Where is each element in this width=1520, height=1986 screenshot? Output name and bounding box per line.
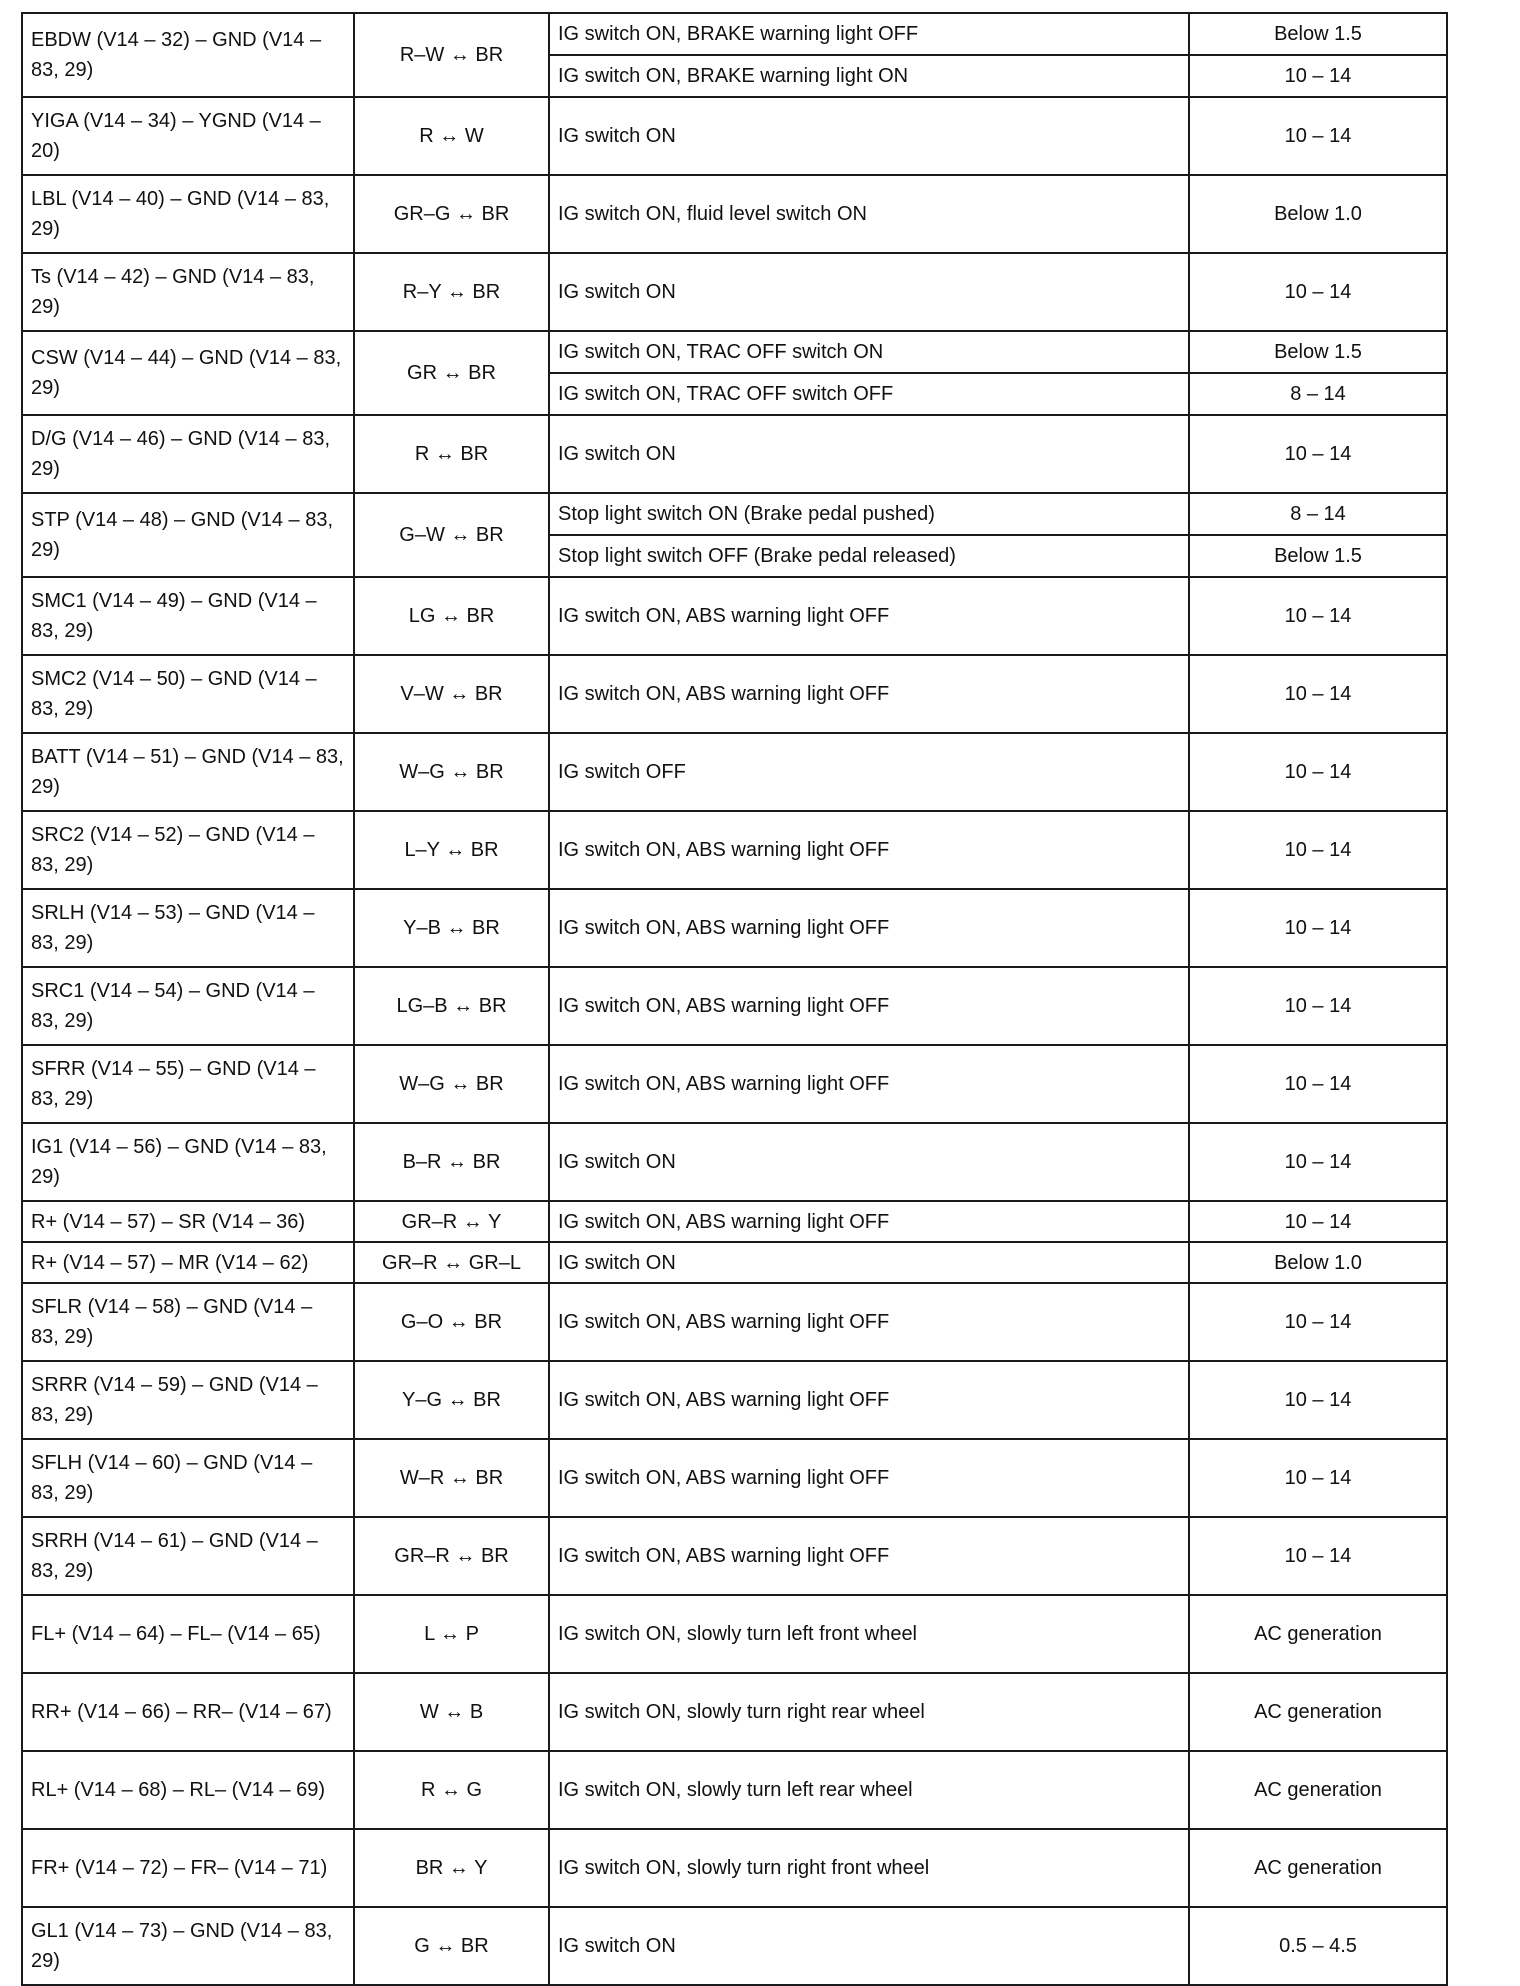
specified-condition-cell: 10 – 14 — [1189, 1517, 1447, 1595]
wiring-color-cell: Y–G ↔ BR — [354, 1361, 549, 1439]
terminal-cell: IG1 (V14 – 56) – GND (V14 – 83, 29) — [22, 1123, 354, 1201]
terminal-cell: SFLR (V14 – 58) – GND (V14 – 83, 29) — [22, 1283, 354, 1361]
wiring-color-cell: GR ↔ BR — [354, 331, 549, 415]
condition-cell: IG switch ON — [549, 1242, 1189, 1283]
wiring-color-cell: GR–R ↔ BR — [354, 1517, 549, 1595]
specified-condition-cell: 10 – 14 — [1189, 1361, 1447, 1439]
table-row — [22, 811, 1447, 889]
specified-condition-cell: 10 – 14 — [1189, 1045, 1447, 1123]
terminal-cell: SFRR (V14 – 55) – GND (V14 – 83, 29) — [22, 1045, 354, 1123]
table-row — [22, 415, 1447, 493]
terminal-cell: SRRH (V14 – 61) – GND (V14 – 83, 29) — [22, 1517, 354, 1595]
specified-condition-cell: 10 – 14 — [1189, 967, 1447, 1045]
specified-condition-cell: 10 – 14 — [1189, 655, 1447, 733]
table-row — [22, 175, 1447, 253]
specified-condition-cell: 10 – 14 — [1189, 253, 1447, 331]
table-row — [22, 1907, 1447, 1985]
terminal-cell: CSW (V14 – 44) – GND (V14 – 83, 29) — [22, 331, 354, 415]
table-row — [22, 331, 1447, 373]
specified-condition-cell: Below 1.5 — [1189, 13, 1447, 55]
wiring-color-cell: W–R ↔ BR — [354, 1439, 549, 1517]
condition-cell: IG switch ON, ABS warning light OFF — [549, 889, 1189, 967]
terminal-cell: SRC2 (V14 – 52) – GND (V14 – 83, 29) — [22, 811, 354, 889]
terminal-cell: SMC1 (V14 – 49) – GND (V14 – 83, 29) — [22, 577, 354, 655]
table-row — [22, 1439, 1447, 1517]
table-row — [22, 1045, 1447, 1123]
condition-cell: IG switch ON, ABS warning light OFF — [549, 577, 1189, 655]
terminal-cell: FL+ (V14 – 64) – FL– (V14 – 65) — [22, 1595, 354, 1673]
condition-cell: IG switch ON — [549, 97, 1189, 175]
terminal-cell: YIGA (V14 – 34) – YGND (V14 – 20) — [22, 97, 354, 175]
specified-condition-cell: 10 – 14 — [1189, 889, 1447, 967]
terminal-cell: EBDW (V14 – 32) – GND (V14 – 83, 29) — [22, 13, 354, 97]
table-row — [22, 889, 1447, 967]
terminal-cell: STP (V14 – 48) – GND (V14 – 83, 29) — [22, 493, 354, 577]
condition-cell: IG switch ON, slowly turn left rear wheel — [549, 1751, 1189, 1829]
specified-condition-cell: AC generation — [1189, 1673, 1447, 1751]
table-row — [22, 1517, 1447, 1595]
terminal-cell: SFLH (V14 – 60) – GND (V14 – 83, 29) — [22, 1439, 354, 1517]
terminal-cell: Ts (V14 – 42) – GND (V14 – 83, 29) — [22, 253, 354, 331]
condition-cell: IG switch ON, ABS warning light OFF — [549, 1361, 1189, 1439]
wiring-color-cell: R ↔ BR — [354, 415, 549, 493]
specified-condition-cell: 10 – 14 — [1189, 733, 1447, 811]
specified-condition-cell: 10 – 14 — [1189, 55, 1447, 97]
table-row — [22, 967, 1447, 1045]
wiring-color-cell: R ↔ G — [354, 1751, 549, 1829]
terminal-cell: R+ (V14 – 57) – SR (V14 – 36) — [22, 1201, 354, 1242]
terminal-cell: SMC2 (V14 – 50) – GND (V14 – 83, 29) — [22, 655, 354, 733]
table-row — [22, 577, 1447, 655]
condition-cell: IG switch ON, TRAC OFF switch ON — [549, 331, 1189, 373]
condition-cell: IG switch ON, fluid level switch ON — [549, 175, 1189, 253]
terminal-cell: R+ (V14 – 57) – MR (V14 – 62) — [22, 1242, 354, 1283]
table-row — [22, 253, 1447, 331]
specified-condition-cell: Below 1.5 — [1189, 535, 1447, 577]
terminal-cell: LBL (V14 – 40) – GND (V14 – 83, 29) — [22, 175, 354, 253]
wiring-color-cell: L–Y ↔ BR — [354, 811, 549, 889]
wiring-color-cell: B–R ↔ BR — [354, 1123, 549, 1201]
condition-cell: IG switch ON, ABS warning light OFF — [549, 655, 1189, 733]
specified-condition-cell: 10 – 14 — [1189, 811, 1447, 889]
wiring-color-cell: Y–B ↔ BR — [354, 889, 549, 967]
specified-condition-cell: Below 1.0 — [1189, 175, 1447, 253]
wiring-color-cell: LG ↔ BR — [354, 577, 549, 655]
specified-condition-cell: 10 – 14 — [1189, 1123, 1447, 1201]
condition-cell: IG switch ON, ABS warning light OFF — [549, 1201, 1189, 1242]
wiring-color-cell: W–G ↔ BR — [354, 733, 549, 811]
wiring-color-cell: V–W ↔ BR — [354, 655, 549, 733]
condition-cell: IG switch ON, BRAKE warning light OFF — [549, 13, 1189, 55]
specified-condition-cell: 10 – 14 — [1189, 577, 1447, 655]
terminal-cell: RL+ (V14 – 68) – RL– (V14 – 69) — [22, 1751, 354, 1829]
specified-condition-cell: Below 1.5 — [1189, 331, 1447, 373]
table-row — [22, 1751, 1447, 1829]
condition-cell: IG switch ON — [549, 253, 1189, 331]
wiring-color-cell: G ↔ BR — [354, 1907, 549, 1985]
wiring-color-cell: R–W ↔ BR — [354, 13, 549, 97]
specified-condition-cell: Below 1.0 — [1189, 1242, 1447, 1283]
condition-cell: IG switch ON, BRAKE warning light ON — [549, 55, 1189, 97]
terminal-cell: SRLH (V14 – 53) – GND (V14 – 83, 29) — [22, 889, 354, 967]
terminal-cell: SRRR (V14 – 59) – GND (V14 – 83, 29) — [22, 1361, 354, 1439]
table-row — [22, 1123, 1447, 1201]
table-row — [22, 493, 1447, 535]
table-row — [22, 1201, 1447, 1242]
wiring-color-cell: R ↔ W — [354, 97, 549, 175]
table-row — [22, 1673, 1447, 1751]
table-row — [22, 13, 1447, 55]
condition-cell: Stop light switch OFF (Brake pedal released) — [549, 535, 1189, 577]
condition-cell: IG switch ON, ABS warning light OFF — [549, 811, 1189, 889]
specified-condition-cell: 10 – 14 — [1189, 415, 1447, 493]
table-row — [22, 1595, 1447, 1673]
wiring-color-cell: GR–G ↔ BR — [354, 175, 549, 253]
wiring-color-cell: BR ↔ Y — [354, 1829, 549, 1907]
terminal-cell: BATT (V14 – 51) – GND (V14 – 83, 29) — [22, 733, 354, 811]
wiring-color-cell: G–O ↔ BR — [354, 1283, 549, 1361]
specified-condition-cell: 10 – 14 — [1189, 97, 1447, 175]
wiring-color-cell: GR–R ↔ GR–L — [354, 1242, 549, 1283]
condition-cell: Stop light switch ON (Brake pedal pushed) — [549, 493, 1189, 535]
wiring-color-cell: LG–B ↔ BR — [354, 967, 549, 1045]
terminal-cell: D/G (V14 – 46) – GND (V14 – 83, 29) — [22, 415, 354, 493]
condition-cell: IG switch ON, slowly turn right front wheel — [549, 1829, 1189, 1907]
terminal-cell: RR+ (V14 – 66) – RR– (V14 – 67) — [22, 1673, 354, 1751]
condition-cell: IG switch ON, TRAC OFF switch OFF — [549, 373, 1189, 415]
condition-cell: IG switch ON, ABS warning light OFF — [549, 1283, 1189, 1361]
wiring-color-cell: R–Y ↔ BR — [354, 253, 549, 331]
condition-cell: IG switch ON — [549, 1123, 1189, 1201]
table-row — [22, 1361, 1447, 1439]
condition-cell: IG switch ON, ABS warning light OFF — [549, 1439, 1189, 1517]
condition-cell: IG switch ON, ABS warning light OFF — [549, 967, 1189, 1045]
specified-condition-cell: 8 – 14 — [1189, 493, 1447, 535]
wiring-color-cell: W–G ↔ BR — [354, 1045, 549, 1123]
specified-condition-cell: AC generation — [1189, 1751, 1447, 1829]
table-row — [22, 655, 1447, 733]
table-body — [22, 13, 1447, 1985]
wiring-color-cell: GR–R ↔ Y — [354, 1201, 549, 1242]
condition-cell: IG switch ON — [549, 1907, 1189, 1985]
wiring-color-cell: W ↔ B — [354, 1673, 549, 1751]
condition-cell: IG switch ON — [549, 415, 1189, 493]
specified-condition-cell: 8 – 14 — [1189, 373, 1447, 415]
wiring-color-cell: G–W ↔ BR — [354, 493, 549, 577]
condition-cell: IG switch ON, slowly turn right rear wheel — [549, 1673, 1189, 1751]
terminal-cell: GL1 (V14 – 73) – GND (V14 – 83, 29) — [22, 1907, 354, 1985]
terminal-cell: SRC1 (V14 – 54) – GND (V14 – 83, 29) — [22, 967, 354, 1045]
specified-condition-cell: 10 – 14 — [1189, 1201, 1447, 1242]
specified-condition-cell: 10 – 14 — [1189, 1439, 1447, 1517]
specified-condition-cell: AC generation — [1189, 1829, 1447, 1907]
table-row — [22, 1283, 1447, 1361]
specified-condition-cell: AC generation — [1189, 1595, 1447, 1673]
condition-cell: IG switch OFF — [549, 733, 1189, 811]
terminal-voltage-table — [21, 12, 1448, 1986]
table-row — [22, 97, 1447, 175]
condition-cell: IG switch ON, slowly turn left front wheel — [549, 1595, 1189, 1673]
table-row — [22, 1242, 1447, 1283]
table-row — [22, 1829, 1447, 1907]
condition-cell: IG switch ON, ABS warning light OFF — [549, 1045, 1189, 1123]
terminal-cell: FR+ (V14 – 72) – FR– (V14 – 71) — [22, 1829, 354, 1907]
specified-condition-cell: 0.5 – 4.5 — [1189, 1907, 1447, 1985]
specified-condition-cell: 10 – 14 — [1189, 1283, 1447, 1361]
wiring-color-cell: L ↔ P — [354, 1595, 549, 1673]
condition-cell: IG switch ON, ABS warning light OFF — [549, 1517, 1189, 1595]
table-row — [22, 733, 1447, 811]
